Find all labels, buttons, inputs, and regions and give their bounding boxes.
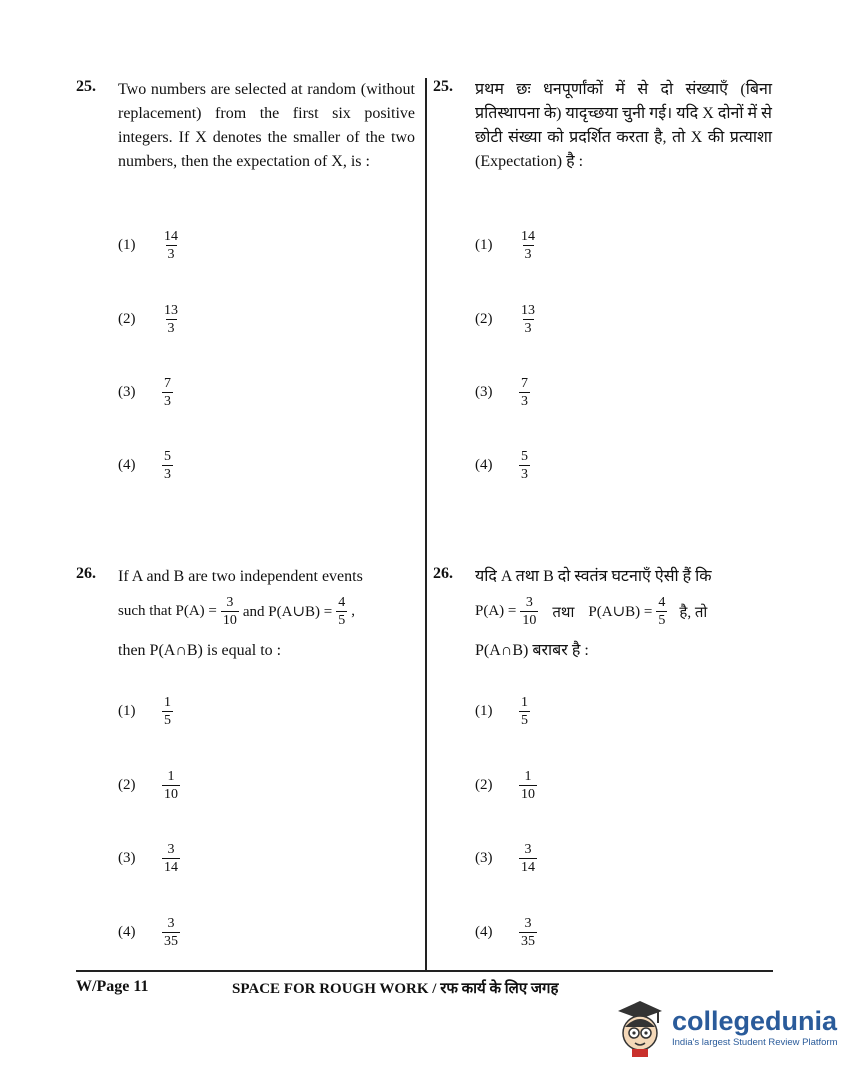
q26-option-2[interactable]: (2) $\frac{1}{10}$ [118, 769, 178, 802]
q25-option-2[interactable]: (2) $\frac{13}{3}$ [118, 303, 178, 336]
question-number: 26. [433, 565, 453, 582]
q26-option-3[interactable]: (3) $\frac{3}{14}$ [118, 842, 178, 875]
fraction: $\frac{3}{35}$ [521, 916, 535, 949]
question-26-hi-equation: P(A) = $\frac{3}{10}$ तथा P(A∪B) = $\frac{4}{5}$ है, तो [475, 595, 708, 628]
fraction: $\frac{3}{14}$ [164, 842, 178, 875]
q26-option-3-hi[interactable]: (3) $\frac{3}{14}$ [475, 842, 535, 875]
fraction: $\frac{1}{10}$ [521, 769, 535, 802]
q26-option-1[interactable]: (1) $\frac{1}{5}$ [118, 695, 171, 728]
q25-option-1[interactable]: (1) $\frac{14}{3}$ [118, 229, 178, 262]
fraction: $\frac{5}{3}$ [164, 449, 171, 482]
fraction: $\frac{7}{3}$ [164, 376, 171, 409]
q25-option-4[interactable]: (4) $\frac{5}{3}$ [118, 449, 171, 482]
q25-option-3[interactable]: (3) $\frac{7}{3}$ [118, 376, 171, 409]
page-number: W/Page 11 [76, 978, 149, 995]
fraction: $\frac{14}{3}$ [521, 229, 535, 262]
fraction: $\frac{13}{3}$ [521, 303, 535, 336]
fraction: $\frac{7}{3}$ [521, 376, 528, 409]
question-26-en-equation: such that P(A) = $\frac{3}{10}$ and P(A∪B) = $\frac{4}{5}$ , [118, 595, 355, 628]
q25-option-4-hi[interactable]: (4) $\frac{5}{3}$ [475, 449, 528, 482]
question-number: 25. [76, 78, 96, 95]
question-text: Two numbers are selected at random (without replacement) from the first six positive integers. If X denotes the smaller of the two numbers, then the expectation of X, is : [118, 81, 415, 170]
question-26-hi-line3: P(A∩B) बराबर है : [475, 642, 589, 659]
question-text: If A and B are two independent events [118, 568, 363, 585]
question-number: 25. [433, 78, 453, 95]
column-divider [425, 78, 427, 971]
question-text: प्रथम छः धनपूर्णांकों में से दो संख्याएँ (बिना प्रतिस्थापना के) यादृच्छया चुनी गई। यदि X दोनों में से छोटी संख्या को प्रदर्शित करता है, तो X की प्रत्याशा (Expectation) है : [475, 81, 772, 170]
q26-option-4-hi[interactable]: (4) $\frac{3}{35}$ [475, 916, 535, 949]
question-26-en-line3: then P(A∩B) is equal to : [118, 642, 282, 659]
q26-option-4[interactable]: (4) $\frac{3}{35}$ [118, 916, 178, 949]
q25-option-3-hi[interactable]: (3) $\frac{7}{3}$ [475, 376, 528, 409]
question-text: यदि A तथा B दो स्वतंत्र घटनाएँ ऐसी हैं कि [475, 568, 712, 585]
footer-rule [76, 970, 773, 972]
q25-option-2-hi[interactable]: (2) $\frac{13}{3}$ [475, 303, 535, 336]
fraction: $\frac{3}{35}$ [164, 916, 178, 949]
fraction: $\frac{13}{3}$ [164, 303, 178, 336]
fraction: $\frac{14}{3}$ [164, 229, 178, 262]
question-number: 26. [76, 565, 96, 582]
mascot-icon [614, 997, 666, 1057]
logo-name: collegedunia [672, 1005, 838, 1036]
collegedunia-logo [614, 997, 838, 1057]
rough-work-label: SPACE FOR ROUGH WORK / रफ कार्य के लिए जगह [232, 981, 559, 997]
fraction: $\frac{3}{14}$ [521, 842, 535, 875]
fraction: $\frac{1}{5}$ [164, 695, 171, 728]
q26-option-1-hi[interactable]: (1) $\frac{1}{5}$ [475, 695, 528, 728]
fraction: $\frac{1}{5}$ [521, 695, 528, 728]
q25-option-1-hi[interactable]: (1) $\frac{14}{3}$ [475, 229, 535, 262]
fraction: $\frac{5}{3}$ [521, 449, 528, 482]
fraction: $\frac{1}{10}$ [164, 769, 178, 802]
logo-tagline: India's largest Student Review Platform [672, 1036, 838, 1048]
q26-option-2-hi[interactable]: (2) $\frac{1}{10}$ [475, 769, 535, 802]
